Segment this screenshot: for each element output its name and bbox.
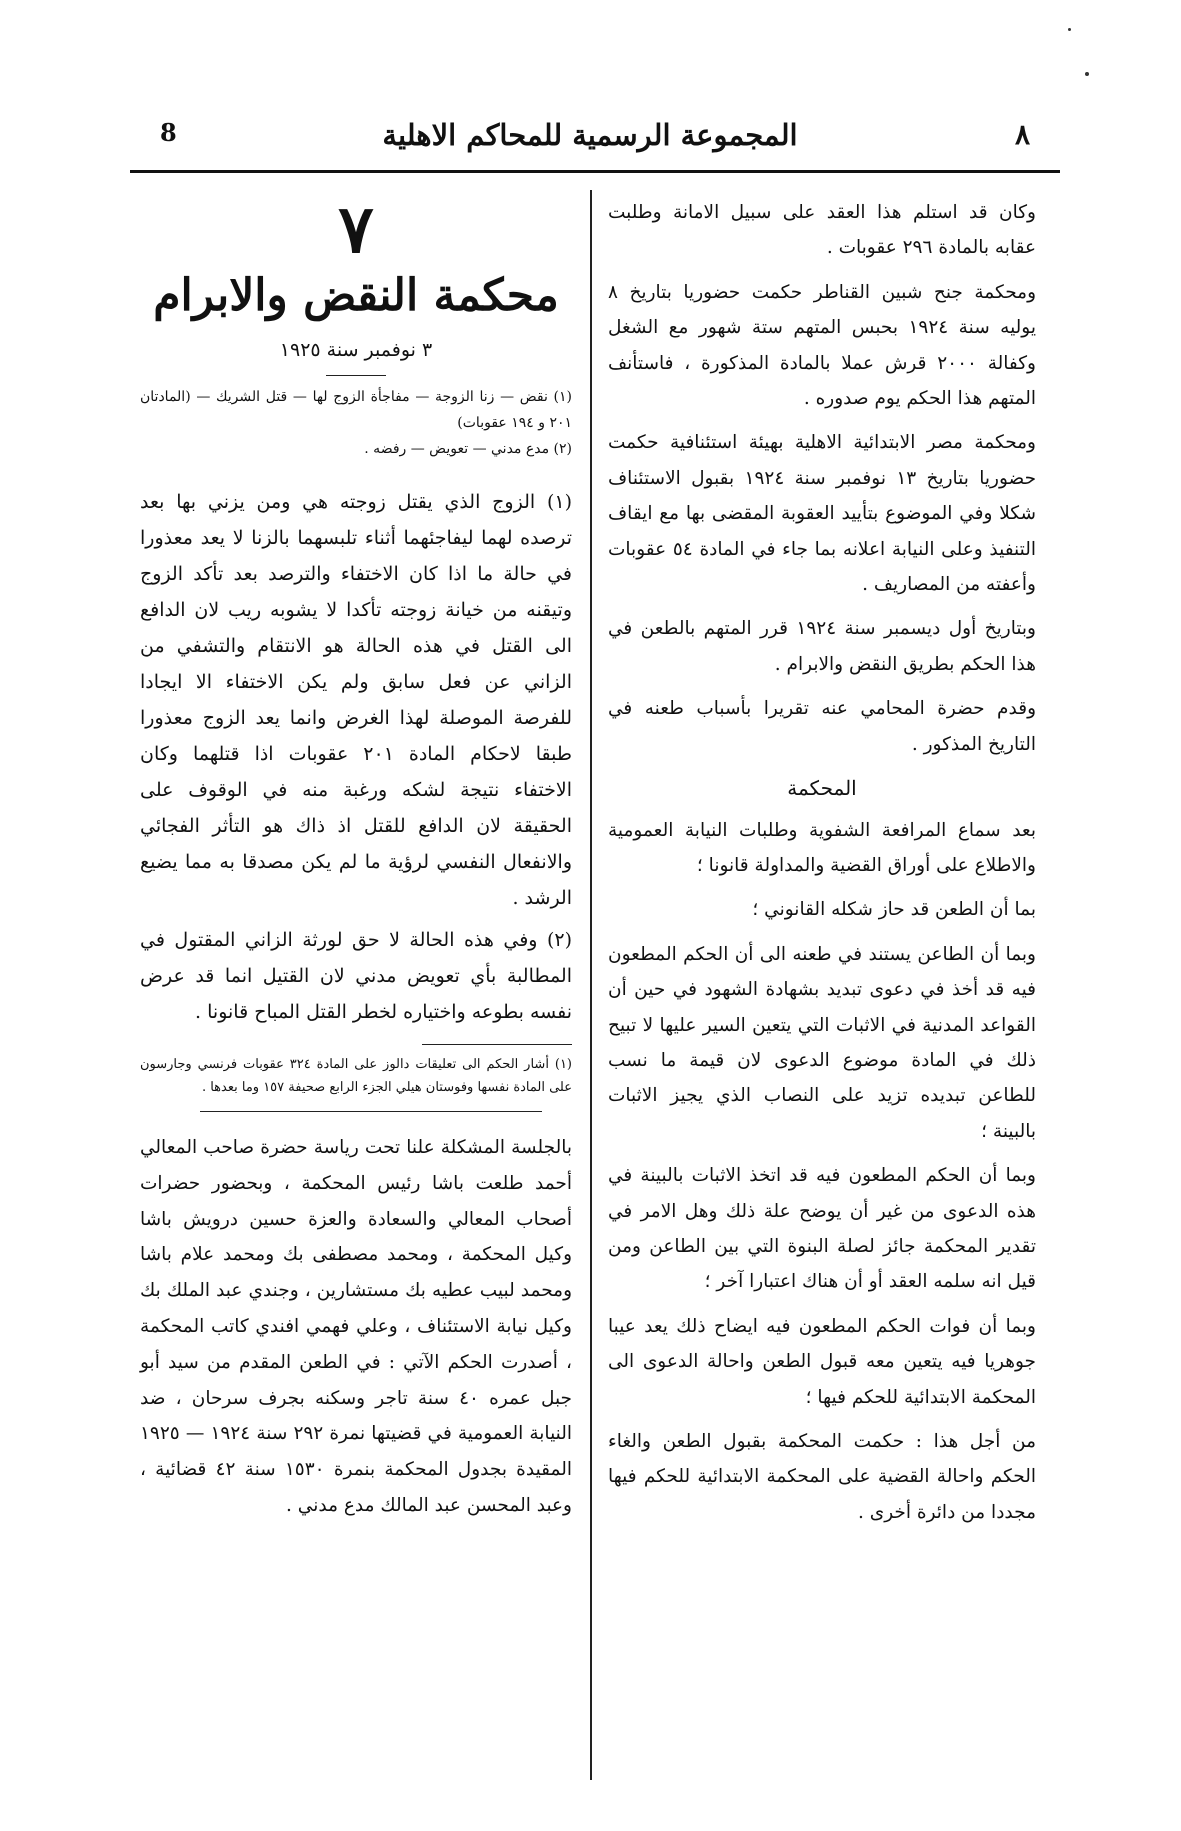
session-paragraph: بالجلسة المشكلة علنا تحت رياسة حضرة صاحب المعالي أحمد طلعت باشا رئيس المحكمة ، وبحضور حضرات أصحاب المعالي والسعادة والعزة حسين درويش باشا وكيل المحكمة ، ومحمد مصطفى بك ومحمد علام باشا ومحمد لبيب عطيه بك مستشارين ، وجندي عبد الملك بك وكيل نيابة الاستئناف ، وعلي فهمي افندي كاتب المحكمة ، أصدرت الحكم الآتي : في الطعن المقدم من سيد أبو جبل عمره ٤٠ سنة تاجر وسكنه بجرف سرحان ، ضد النيابة العمومية في قضيتها نمرة ٢٩٢ سنة ١٩٢٤ — ١٩٢٥ المقيدة بجدول المحكمة بنمرة ١٥٣٠ سنة ٤٢ قضائية ، وعبد المحسن عبد المالك مدع مدني . [140,1137,573,1516]
held-paragraph: (١) الزوج الذي يقتل زوجته هي ومن يزني بها بعد ترصده لهما ليفاجئهما أثناء تلبسهما بالزنا لا يعد معذورا في حالة ما اذا كان الاختفاء والترصد بعد تأكد الزوج وتيقنه من خيانة زوجته تأكدا لا يشوبه ريب لان الدافع الى القتل في هذه الحالة هو الانتقام والتشفي من الزاني عن فعل سابق ولم يكن الاختفاء الا ايجادا للفرصة الموصلة لهذا الغرض وانما يعد الزوج معذورا طبقا لاحكام المادة ٢٠١ عقوبات اذا قتلهما وكان الاختفاء نتيجة لشكه ورغبة منه في الوقوف على الحقيقة لان الدافع للقتل اذ ذاك هو التأثر الفجائي والانفعال النفسي لرؤية ما لم يكن مصدقا به مما يضيع الرشد . [140,491,572,909]
journal-title: المجموعة الرسمية للمحاكم الاهلية [382,118,798,152]
short-rule [326,375,386,376]
page-number-arabic: ٨ [1014,118,1030,151]
page-number-latin: 8 [160,118,177,147]
summary-line: (١) نقض — زنا الزوجة — مفاجأة الزوج لها — قتل الشريك — (المادتان ٢٠١ و ١٩٤ عقوبات) [140,389,572,431]
left-column [140,190,573,1524]
judgment-date: ٣ نوفمبر سنة ١٩٢٥ [279,339,433,361]
held-section [140,484,572,1030]
court-paragraph: وبما أن الطاعن يستند في طعنه الى أن الحكم المطعون فيه قد أخذ في دعوى تبديد بشهادة الشهود في حين أن القواعد المدنية في الاثبات التي يتعين السير عليها لا تبيح ذلك في المادة موضوع الدعوى لان قيمة ما نسب للطاعن تبديده تزيد على النصاب الذي يجيز الاثبات بالبينة ؛ [608,943,1036,1142]
case-facts-paragraph: ومحكمة جنح شبين القناطر حكمت حضوريا بتاريخ ٨ يوليه سنة ١٩٢٤ بحبس المتهم ستة شهور مع الشغل وكفالة ٢٠٠٠ قرش عملا بالمادة المذكورة ، فاستأنف المتهم هذا الحكم يوم صدوره . [608,281,1037,410]
case-facts-paragraph: وبتاريخ أول ديسمبر سنة ١٩٢٤ قرر المتهم بالطعن في هذا الحكم بطريق النقض والابرام . [608,618,1036,675]
case-facts-paragraph: وقدم حضرة المحامي عنه تقريرا بأسباب طعنه في التاريخ المذكور . [608,698,1036,755]
court-name: محكمة النقض والابرام [153,270,559,321]
scan-speck [1085,72,1089,76]
case-facts-paragraph: وكان قد استلم هذا العقد على سبيل الامانة وطلبت عقابه بالمادة ٢٩٦ عقوبات . [608,202,1036,259]
court-paragraph: من أجل هذا : حكمت المحكمة بقبول الطعن والغاء الحكم واحالة القضية على المحكمة الابتدائية للحكم فيها مجددا من دائرة أخرى . [608,1431,1036,1523]
header-rule [130,170,1060,173]
case-facts-paragraph: ومحكمة مصر الابتدائية الاهلية بهيئة استئنافية حكمت حضوريا بتاريخ ١٣ نوفمبر سنة ١٩٢٤ بقبول الاستئناف شكلا وفي الموضوع بتأييد العقوبة المقضى بها مع ايقاف التنفيذ وعلى النيابة اعلانه بما جاء في المادة ٥٤ عقوبات وأعفته من المصاريف . [608,432,1037,596]
scan-speck [1068,28,1071,31]
held-paragraph: (٢) وفي هذه الحالة لا حق لورثة الزاني المقتول في المطالبة بأي تعويض مدني لان القتيل انما قد عرض نفسه بطوعه واختياره لخطر القتل المباح قانونا . [140,929,572,1023]
case-number: ٧ [338,190,374,268]
footnote: (١) أشار الحكم الى تعليقات دالوز على المادة ٣٢٤ عقوبات فرنسي وجارسون على المادة نفسها وفوستان هيلي الجزء الرابع صحيفة ١٥٧ وما بعدها . [140,1057,572,1095]
right-column [608,195,1036,1539]
court-paragraph: وبما أن فوات الحكم المطعون فيه ايضاح ذلك يعد عيبا جوهريا فيه يتعين معه قبول الطعن واحالة الدعوى الى المحكمة الابتدائية للحكم فيها ؛ [608,1315,1036,1408]
headnote-summary [140,384,572,462]
summary-line: (٢) مدع مدني — تعويض — رفضه . [364,441,572,457]
footnote-rule [422,1044,572,1045]
court-paragraph: بعد سماع المرافعة الشفوية وطلبات النيابة العمومية والاطلاع على أوراق القضية والمداولة قانونا ؛ [608,819,1036,876]
page-header [150,118,1030,158]
section-title: المحكمة [787,776,857,801]
court-paragraph: بما أن الطعن قد حاز شكله القانوني ؛ [752,899,1036,921]
court-paragraph: وبما أن الحكم المطعون فيه قد اتخذ الاثبات بالبينة في هذه الدعوى من غير أن يوضح علة ذلك وهل الامر في تقدير المحكمة جائز لصلة البنوة التي بين الطاعن ومن قيل انه سلمه العقد أو أن هناك اعتبارا آخر ؛ [608,1165,1036,1293]
footnote-bottom-rule [200,1111,542,1112]
column-divider [590,190,592,1780]
